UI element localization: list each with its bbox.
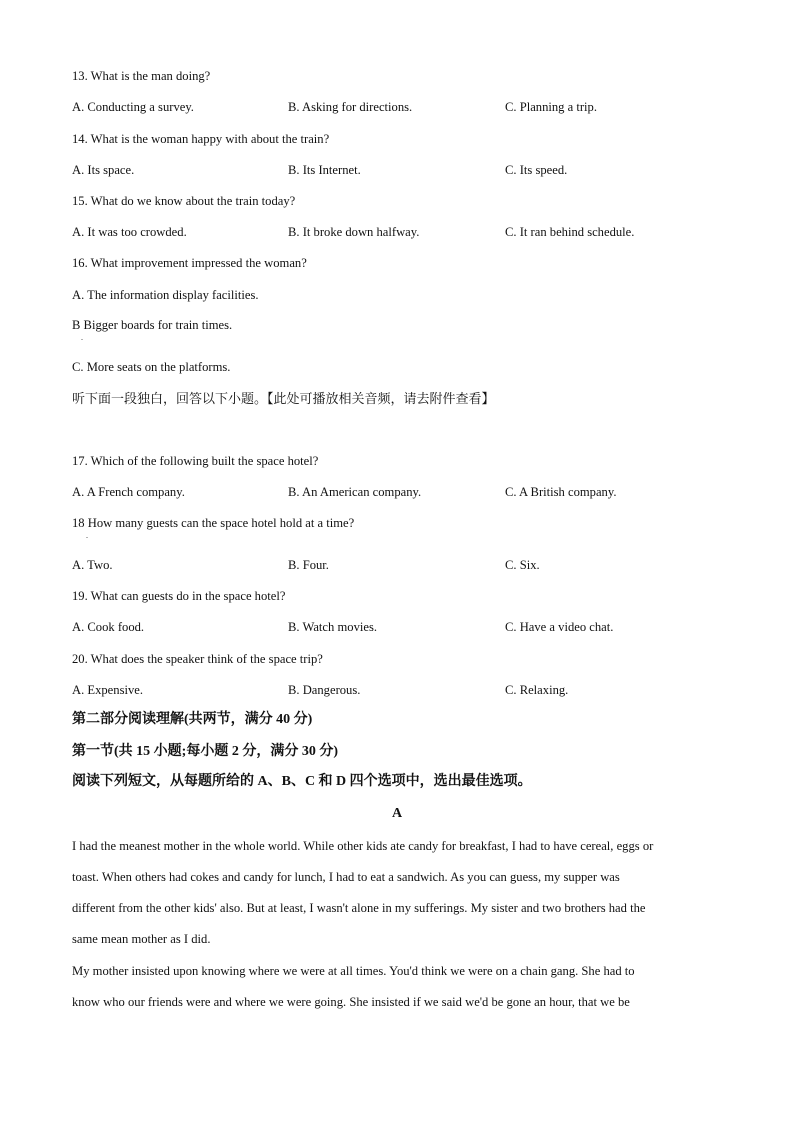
passage-line: same mean mother as I did. bbox=[72, 932, 211, 946]
q14-option-a: A. Its space. bbox=[72, 163, 135, 177]
q13-option-a: A. Conducting a survey. bbox=[72, 100, 194, 114]
stray-dot: . bbox=[81, 333, 83, 342]
stray-dot: . bbox=[86, 531, 88, 540]
monologue-instruction: 听下面一段独白，回答以下小题。【此处可播放相关音频，请去附件查看】 bbox=[72, 391, 495, 406]
q16-option-b: B Bigger boards for train times. bbox=[72, 318, 233, 332]
question-18: 18 How many guests can the space hotel hold at a time? bbox=[72, 516, 355, 530]
question-20: 20. What does the speaker think of the space trip? bbox=[72, 652, 323, 666]
q17-option-a: A. A French company. bbox=[72, 485, 185, 499]
q19-option-a: A. Cook food. bbox=[72, 620, 145, 634]
q16-option-a: A. The information display facilities. bbox=[72, 288, 259, 302]
passage-line: I had the meanest mother in the whole world. While other kids ate candy for breakfast, I had to have cereal, eggs or bbox=[72, 839, 654, 853]
passage-line: different from the other kids' also. But at least, I wasn't alone in my sufferings. My sister and two brothers had the bbox=[72, 901, 646, 915]
q15-option-b: B. It broke down halfway. bbox=[288, 225, 420, 239]
q13-option-c: C. Planning a trip. bbox=[505, 100, 597, 114]
q20-option-a: A. Expensive. bbox=[72, 683, 143, 697]
q19-option-c: C. Have a video chat. bbox=[505, 620, 614, 634]
q20-option-c: C. Relaxing. bbox=[505, 683, 569, 697]
reading-instruction: 阅读下列短文，从每题所给的 A、B、C 和 D 四个选项中，选出最佳选项。 bbox=[72, 774, 532, 789]
section-2-heading: 第二部分阅读理解(共两节，满分 40 分) bbox=[72, 712, 313, 727]
q14-option-b: B. Its Internet. bbox=[288, 163, 361, 177]
question-15: 15. What do we know about the train today? bbox=[72, 194, 296, 208]
q15-option-c: C. It ran behind schedule. bbox=[505, 225, 635, 239]
passage-label: A bbox=[391, 806, 403, 821]
q19-option-b: B. Watch movies. bbox=[288, 620, 377, 634]
q18-option-a: A. Two. bbox=[72, 558, 113, 572]
q20-option-b: B. Dangerous. bbox=[288, 683, 361, 697]
question-13: 13. What is the man doing? bbox=[72, 69, 211, 83]
q16-option-c: C. More seats on the platforms. bbox=[72, 360, 231, 374]
question-17: 17. Which of the following built the space hotel? bbox=[72, 454, 319, 468]
passage-line: toast. When others had cokes and candy for lunch, I had to eat a sandwich. As you can guess, my supper was bbox=[72, 870, 620, 884]
question-19: 19. What can guests do in the space hotel? bbox=[72, 589, 286, 603]
q18-option-b: B. Four. bbox=[288, 558, 329, 572]
section-1-heading: 第一节(共 15 小题;每小题 2 分，满分 30 分) bbox=[72, 744, 338, 759]
passage-line: know who our friends were and where we were going. She insisted if we said we'd be gone an hour, that we be bbox=[72, 995, 630, 1009]
q15-option-a: A. It was too crowded. bbox=[72, 225, 187, 239]
question-14: 14. What is the woman happy with about the train? bbox=[72, 132, 330, 146]
q14-option-c: C. Its speed. bbox=[505, 163, 568, 177]
passage-line: My mother insisted upon knowing where we were at all times. You'd think we were on a chain gang. She had to bbox=[72, 964, 635, 978]
q18-option-c: C. Six. bbox=[505, 558, 540, 572]
q13-option-b: B. Asking for directions. bbox=[288, 100, 413, 114]
question-16: 16. What improvement impressed the woman? bbox=[72, 256, 307, 270]
q17-option-b: B. An American company. bbox=[288, 485, 422, 499]
q17-option-c: C. A British company. bbox=[505, 485, 617, 499]
